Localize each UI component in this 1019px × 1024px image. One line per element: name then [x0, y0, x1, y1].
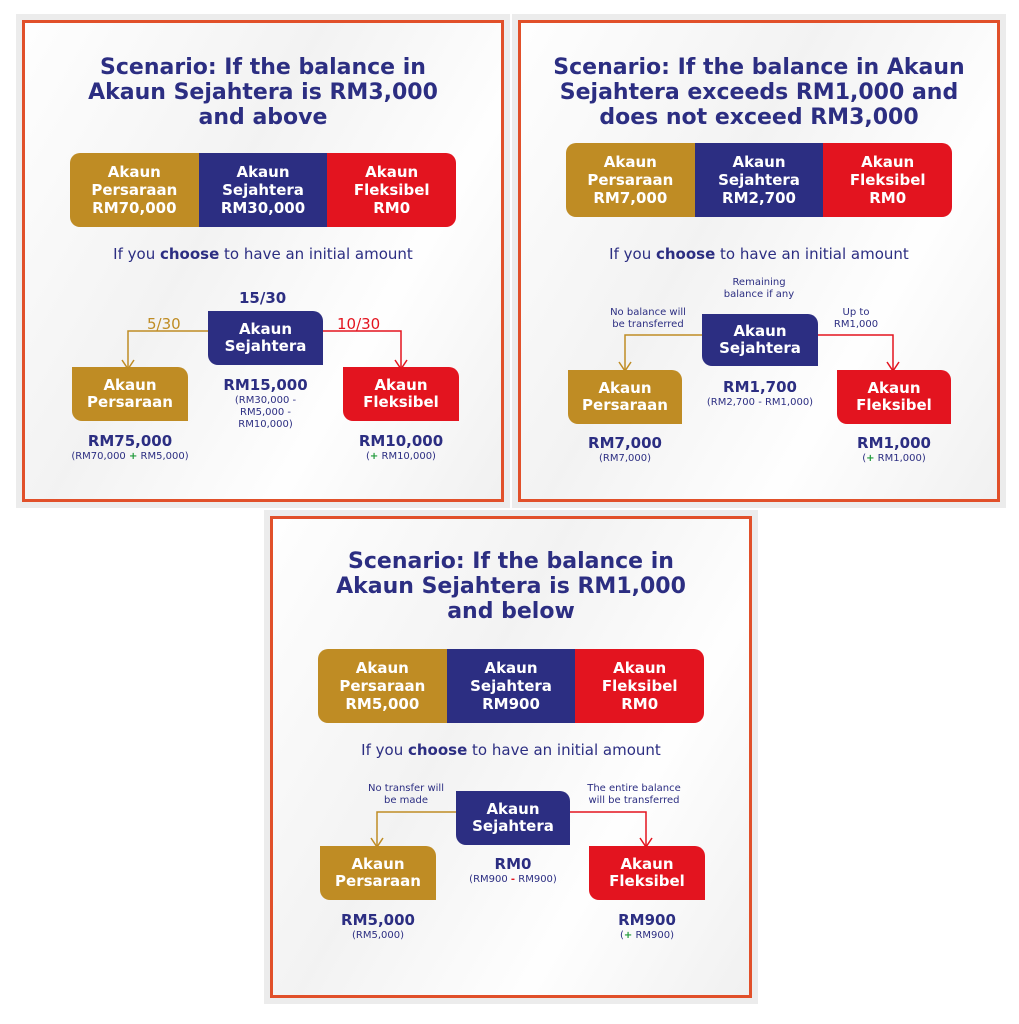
box-label: Persaraan: [87, 393, 173, 411]
calc-text: RM900): [632, 930, 675, 941]
box-label: Fleksibel: [363, 393, 439, 411]
segment-amount: RM0: [373, 199, 411, 217]
note-remaining-balance: [699, 277, 819, 301]
title-highlight: exceeds RM1,000 and: [687, 80, 959, 105]
sejahtera-result-value: RM1,700: [723, 378, 797, 396]
arrow-to-persaraan: [128, 331, 209, 368]
sejahtera-calculation: [438, 874, 588, 886]
note-entire-balance: [569, 783, 699, 807]
arrow-to-fleksibel: [570, 812, 646, 846]
calc-operator: +: [623, 930, 633, 941]
title-line-1: Scenario: If the balance in Akaun: [553, 55, 965, 80]
akaun-fleksibel-box: [343, 367, 459, 421]
title-line-3: does not exceed RM3,000: [599, 105, 919, 130]
sejahtera-calculation: (RM2,700 - RM1,000): [706, 397, 814, 408]
note-up-to: [821, 307, 891, 331]
title-line-1: Scenario: If the balance in: [348, 549, 674, 574]
box-label: Sejahtera: [224, 337, 307, 355]
segment-amount: RM0: [621, 695, 659, 713]
persaraan-calculation: (RM5,000): [351, 930, 404, 941]
calc-text: (RM900: [469, 874, 511, 885]
choose-text-bold: choose: [407, 741, 468, 759]
box-label: Sejahtera: [719, 339, 801, 357]
akaun-persaraan-box: [568, 370, 682, 424]
segment-amount: RM900: [482, 695, 540, 713]
calc-text: (: [862, 453, 867, 464]
calc-text: RM900): [515, 874, 557, 885]
akaun-sejahtera-box: [702, 314, 818, 366]
title-line-2-text: Sejahtera: [559, 80, 688, 105]
persaraan-calculation: (RM7,000): [598, 453, 651, 464]
arrow-to-persaraan: [377, 812, 457, 846]
title-line-3: and below: [447, 599, 575, 624]
sejahtera-calculation: [208, 395, 323, 431]
choose-text-post: to have an initial amount: [715, 245, 909, 263]
calc-operator: +: [128, 451, 138, 462]
segment-amount: RM7,000: [593, 189, 668, 207]
calc-text: RM10,000): [378, 451, 436, 462]
calc-line: (RM30,000 -: [234, 395, 297, 406]
note-line: No transfer will: [368, 783, 444, 794]
segment-name: Akaun: [355, 659, 409, 677]
segment-name: Fleksibel: [849, 171, 926, 189]
title-line-2-text: Akaun Sejahtera is: [88, 80, 330, 105]
arrow-to-fleksibel: [322, 331, 401, 368]
note-no-transfer: [351, 783, 461, 807]
scenario-panel-2: [512, 14, 1006, 508]
box-label: Persaraan: [582, 396, 668, 414]
akaun-sejahtera-box: [208, 311, 323, 365]
fraction-fleksibel: 10/30: [337, 315, 381, 333]
segment-name: Akaun: [732, 153, 786, 171]
box-label: Akaun: [733, 322, 787, 340]
segment-name: Fleksibel: [353, 181, 430, 199]
fleksibel-result-value: RM900: [618, 911, 676, 929]
note-line: balance if any: [723, 289, 795, 300]
scenario-card-3: [270, 516, 752, 998]
akaun-fleksibel-box: [837, 370, 951, 424]
note-line: The entire balance: [587, 783, 681, 794]
note-line: Up to: [842, 307, 870, 318]
scenario-card-1: [22, 20, 504, 502]
segment-name: Akaun: [236, 163, 290, 181]
fleksibel-result-value: RM1,000: [857, 434, 931, 452]
calc-line: RM10,000): [238, 419, 293, 430]
segment-amount: RM2,700: [722, 189, 796, 207]
box-label: Akaun: [867, 379, 921, 397]
box-label: Akaun: [598, 379, 652, 397]
fraction-persaraan: 5/30: [147, 315, 181, 333]
calc-text: (: [619, 930, 624, 941]
scenario-panel-1: [16, 14, 510, 508]
segment-name: Sejahtera: [470, 677, 552, 695]
fleksibel-calculation: [572, 930, 722, 942]
calc-line: RM5,000 -: [240, 407, 291, 418]
sejahtera-result-value: RM15,000: [223, 376, 308, 394]
title-highlight: RM1,000: [577, 574, 686, 599]
akaun-fleksibel-box: [589, 846, 705, 900]
segment-amount: RM70,000: [92, 199, 177, 217]
arrow-to-fleksibel: [817, 335, 893, 370]
box-label: Akaun: [351, 855, 405, 873]
calc-text: RM5,000): [137, 451, 189, 462]
scenario-card-2: [518, 20, 1000, 502]
note-line: be made: [383, 795, 429, 806]
box-label: Persaraan: [335, 872, 421, 890]
note-line: No balance will: [610, 307, 686, 318]
segment-name: Akaun: [365, 163, 419, 181]
box-label: Akaun: [238, 320, 293, 338]
note-line: Remaining: [732, 277, 786, 288]
segment-amount: RM5,000: [345, 695, 420, 713]
segment-name: Persaraan: [587, 171, 674, 189]
calc-operator: +: [866, 453, 875, 464]
flow-arrows: [521, 23, 1003, 505]
sejahtera-result-value: RM0: [494, 855, 532, 873]
choose-text-post: to have an initial amount: [219, 245, 413, 263]
box-label: Akaun: [620, 855, 674, 873]
persaraan-calculation: [45, 451, 215, 463]
note-no-balance-transferred: [593, 307, 703, 331]
calc-operator: +: [369, 451, 379, 462]
calc-text: (RM70,000: [71, 451, 129, 462]
choose-text-bold: choose: [159, 245, 220, 263]
segment-amount: RM30,000: [220, 199, 306, 217]
persaraan-result-value: RM5,000: [341, 911, 415, 929]
title-line-3: and above: [198, 105, 328, 130]
segment-name: Sejahtera: [222, 181, 304, 199]
choose-text-pre: If you: [361, 741, 408, 759]
akaun-persaraan-box: [320, 846, 436, 900]
choose-text-pre: If you: [113, 245, 160, 263]
note-line: will be transferred: [588, 795, 680, 806]
box-label: Akaun: [103, 376, 157, 394]
choose-text-post: to have an initial amount: [467, 741, 661, 759]
box-label: Fleksibel: [609, 872, 685, 890]
fleksibel-calculation: [819, 453, 969, 465]
segment-name: Akaun: [861, 153, 915, 171]
note-line: RM1,000: [833, 319, 879, 330]
akaun-persaraan-box: [72, 367, 188, 421]
segment-name: Akaun: [603, 153, 657, 171]
segment-name: Persaraan: [339, 677, 426, 695]
calc-text: RM1,000): [874, 453, 926, 464]
title-line-1: Scenario: If the balance in: [100, 55, 426, 80]
calc-operator: -: [510, 874, 516, 885]
scenario-panel-3: [264, 510, 758, 1004]
choose-text-pre: If you: [609, 245, 656, 263]
choose-text-bold: choose: [655, 245, 716, 263]
box-label: Akaun: [374, 376, 428, 394]
segment-name: Akaun: [107, 163, 161, 181]
box-label: Akaun: [486, 800, 540, 818]
segment-name: Fleksibel: [601, 677, 678, 695]
segment-name: Persaraan: [91, 181, 178, 199]
box-label: Sejahtera: [472, 817, 554, 835]
persaraan-result-value: RM7,000: [588, 434, 662, 452]
title-line-2-text: Akaun Sejahtera is: [336, 574, 578, 599]
akaun-sejahtera-box: [456, 791, 570, 845]
calc-text: (: [366, 451, 370, 462]
fleksibel-result-value: RM10,000: [358, 432, 444, 450]
fleksibel-calculation: [326, 451, 476, 463]
segment-name: Akaun: [613, 659, 667, 677]
segment-name: Sejahtera: [718, 171, 800, 189]
persaraan-result-value: RM75,000: [87, 432, 173, 450]
title-highlight: RM3,000: [329, 80, 438, 105]
segment-amount: RM0: [869, 189, 907, 207]
segment-name: Akaun: [484, 659, 538, 677]
arrow-to-persaraan: [625, 335, 703, 370]
note-line: be transferred: [612, 319, 684, 330]
fraction-sejahtera: 15/30: [239, 289, 287, 307]
box-label: Fleksibel: [856, 396, 932, 414]
